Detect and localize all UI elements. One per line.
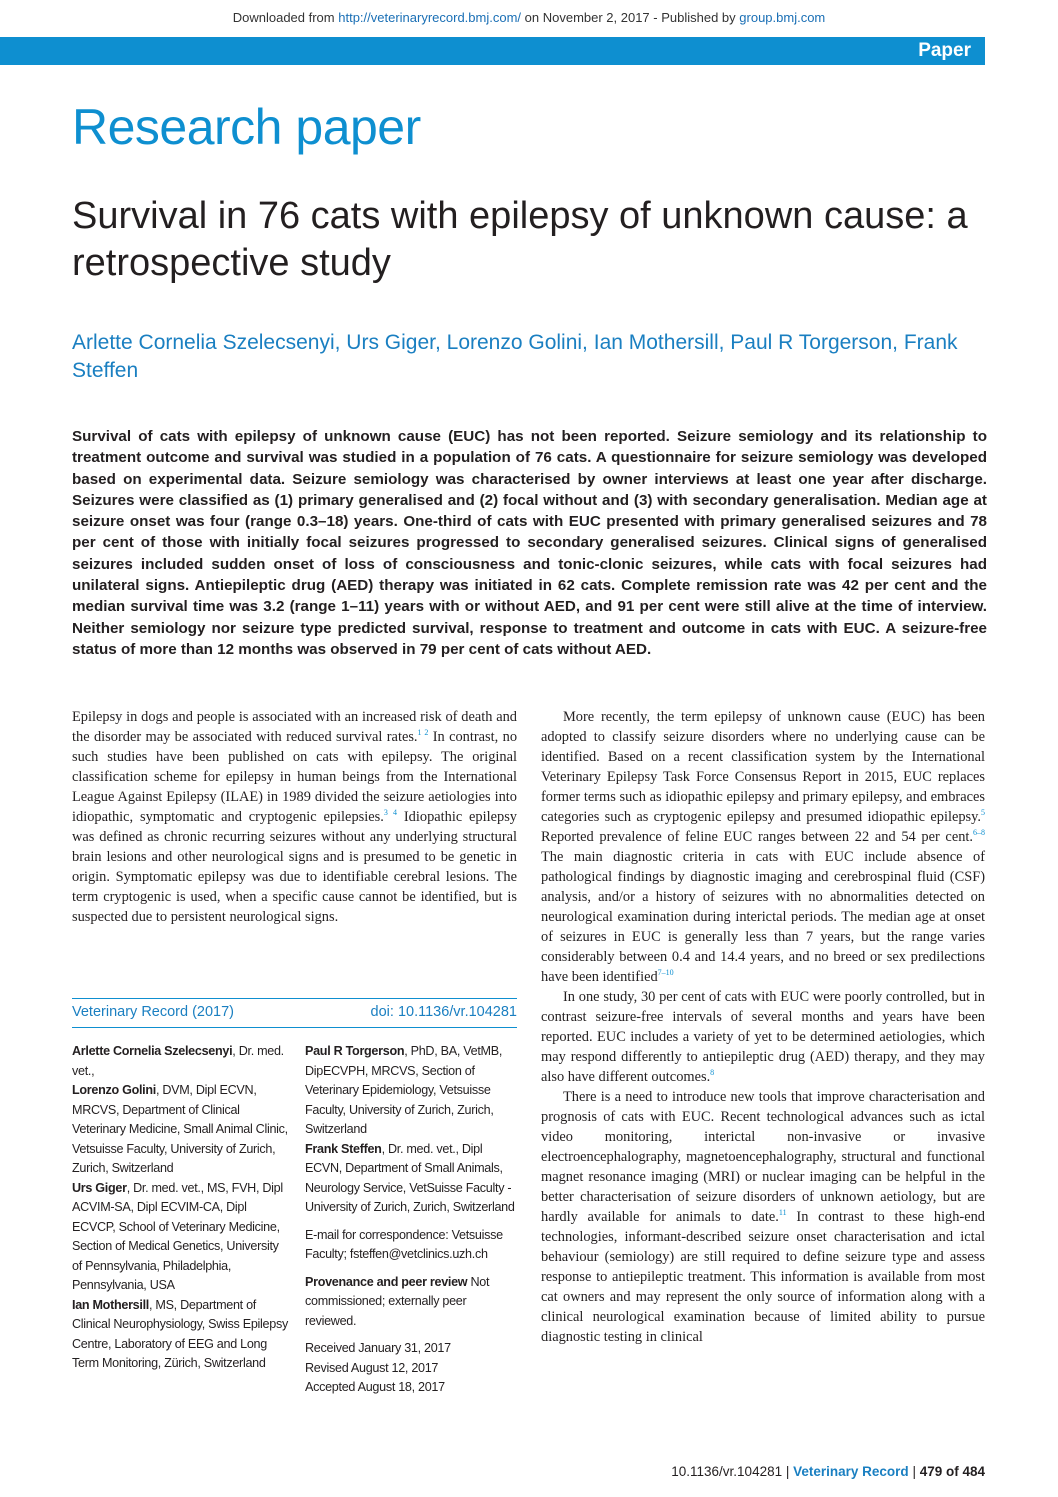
correspondence: E-mail for correspondence: Vetsuisse Faculty; fsteffen@vetclinics.uzh.ch — [305, 1227, 503, 1261]
reference-link[interactable]: 7–10 — [657, 968, 674, 978]
abstract: Survival of cats with epilepsy of unknown cause (EUC) has not been reported. Seizure semiology and its relationship to treatment outcome and survival was studied in a population of 76 cats. A questionnaire for seizure semiology was developed based on experimental data. Seizure semiology was characterised by owner interviews at least one year after discharge. Seizures were classified as (1) primary generalised and (2) focal without and (3) with secondary generalisation. Median age at seizure onset was four (range 0.3–18) years. One-third of cats with EUC presented with primary generalised seizures and 78 per cent of those with initially focal seizures progressed to secondary generalised seizures. Clinical signs of generalised seizures included sudden onset of loss of consciousness and tonic-clonic seizures, while cats with focal seizures had unilateral signs. Antiepileptic drug (AED) therapy was initiated in 62 cats. Complete remission rate was 42 per cent and the median survival time was 3.2 (range 1–11) years with or without AED, and 91 per cent were still alive at the time of interview. Neither semiology nor seizure type predicted survival, response to treatment and outcome in cats with EUC. A seizure-free status of more than 12 months was observed in 79 per cent of cats without AED. — [72, 428, 987, 658]
divider — [72, 1027, 517, 1028]
affiliation: Lorenzo Golini, DVM, Dipl ECVN, MRCVS, Department of Clinical Veterinary Medicine, Small Animal Clinic, Vetsuisse Faculty, University of Zurich, Zurich, Switzerland — [72, 1083, 288, 1175]
affiliation: Ian Mothersill, MS, Department of Clinical Neurophysiology, Swiss Epilepsy Centre, Laboratory of EEG and Long Term Monitoring, Zürich, Switzerland — [72, 1297, 288, 1370]
journal-citation — [72, 1004, 517, 1020]
article-title: Survival in 76 cats with epilepsy of unknown cause: a retrospective study — [72, 195, 968, 284]
page-number: 479 of 484 — [919, 1464, 985, 1479]
provenance: Provenance and peer review Not commissioned; externally peer reviewed. — [305, 1274, 490, 1328]
affiliation: Frank Steffen, Dr. med. vet., Dipl ECVN, Department of Small Animals, Neurology Service, VetSuisse Faculty - University of Zurich, Zurich, Switzerland — [305, 1141, 515, 1214]
intro-paragraph: Epilepsy in dogs and people is associated with an increased risk of death and the disorder may be associated with reduced survival rates.$^{1 2}$ In contrast, no such studies have been published on cats with epilepsy. The original classification scheme for epilepsy in human beings from the International League Against Epilepsy (ILAE) in 1989 divided the seizure aetiologies into idiopathic, symptomatic and cryptogenic epilepsies.$^{3 4}$ Idiopathic epilepsy was defined as chronic recurring seizures without any underlying structural brain lesions and other neurological signs and is presumed to be genetic in origin. Symptomatic epilepsy was due to identifiable cerebral lesions. The term cryptogenic is used, when a specific cause cannot be identified, but is suspected due to persistent neurological signs. — [72, 709, 518, 925]
intro-paragraph: There is a need to introduce new tools that improve characterisation and prognosis of cats with EUC. Recent technological advances such as ictal video monitoring, interictal non-invasive or invasive electroencephalography, magnetoencephalography, structural and functional magnet resonance imaging (MRI) or nuclear imaging can be helpful in the better characterisation of seizure disorders of unknown aetiology, but are hardly available for animals to date.$^{11}$ In contrast to these high-end technologies, informant-described seizure onset characterisation and ictal behaviour (semiology) are still required to define seizure type and assess response to antiepileptic treatment. This information is available from most cat owners and may represent the only source of information along with a clinical neurological examination because of limited ability to pursue diagnostic testing in clinical — [541, 1089, 985, 1345]
affiliation: Arlette Cornelia Szelecsenyi, Dr. med. vet., — [72, 1044, 284, 1078]
accepted-date: Accepted August 18, 2017 — [305, 1380, 445, 1394]
revised-date: Revised August 12, 2017 — [305, 1360, 439, 1375]
intro-left-column — [72, 707, 517, 927]
download-middle: on November 2, 2017 - Published by — [521, 10, 740, 25]
footer-doi: 10.1136/vr.104281 — [671, 1464, 783, 1479]
divider — [72, 998, 517, 999]
reference-link[interactable]: 1 2 — [417, 728, 429, 738]
publisher-link[interactable]: group.bmj.com — [739, 10, 826, 25]
received-date: Received January 31, 2017 — [305, 1341, 451, 1355]
affiliations-right — [305, 1042, 517, 1398]
intro-right-column — [541, 707, 985, 1347]
download-prefix: Downloaded from — [232, 10, 339, 25]
affiliation: Paul R Torgerson, PhD, BA, VetMB, DipECVPH, MRCVS, Section of Veterinary Epidemiology, Vetsuisse Faculty, University of Zurich, Zurich, Switzerland — [305, 1044, 503, 1136]
author-list: Arlette Cornelia Szelecsenyi, Urs Giger, Lorenzo Golini, Ian Mothersill, Paul R Torgerson, Frank Steffen — [72, 331, 958, 382]
reference-link[interactable]: 3 4 — [383, 808, 398, 818]
section-label: Paper — [918, 40, 971, 61]
reference-link[interactable]: 5 — [981, 808, 985, 818]
download-banner — [0, 10, 1058, 25]
intro-paragraph: In one study, 30 per cent of cats with EUC were poorly controlled, but in contrast seizure-free intervals of several months and years have been reported. EUC includes a variety of yet to be determined aetiologies, which may respond differently to antiepileptic drug (AED) therapy, and they may also have different outcomes.$^8$ — [541, 989, 985, 1085]
reference-link[interactable]: 8 — [710, 1068, 715, 1078]
journal-url-link[interactable]: http://veterinaryrecord.bmj.com/ — [338, 10, 522, 25]
section-title: Research paper — [72, 99, 421, 155]
doi-label: doi: 10.1136/vr.104281 — [370, 1004, 517, 1020]
reference-link[interactable]: 11 — [778, 1208, 787, 1218]
journal-name: Veterinary Record (2017) — [72, 1004, 234, 1020]
footer-journal: Veterinary Record — [793, 1464, 909, 1479]
page-footer: 10.1136/vr.104281 | Veterinary Record | 479 of 484 — [671, 1464, 985, 1479]
affiliations-left — [72, 1042, 290, 1374]
intro-paragraph: More recently, the term epilepsy of unknown cause (EUC) has been adopted to classify seizure disorders where no underlying cause can be identified. Based on a recent classification system by the International Veterinary Epilepsy Task Force Consensus Report in 2015, EUC replaces former terms such as idiopathic epilepsy and primary epilepsy, and embraces categories such as cryptogenic epilepsy and presumed idiopathic epilepsy.$^5$ Reported prevalence of feline EUC ranges between 22 and 54 per cent.$^{6-8}$ The main diagnostic criteria in cats with EUC include absence of pathological findings by diagnostic imaging and cerebrospinal fluid (CSF) analysis, and/or a history of seizures with no abnormalities detected on neurological examination during interictal periods. The median age at onset of seizures in EUC is generally less than 7 years, but the range varies considerably between 0.4 and 14.4 years, and no breed or sex predilections have been identified$^{7-10}$ — [541, 709, 985, 985]
header-band — [0, 37, 985, 65]
affiliation: Urs Giger, Dr. med. vet., MS, FVH, Dipl ACVIM-SA, Dipl ECVIM-CA, Dipl ECVCP, School of Veterinary Medicine, Section of Medical Genetics, University of Pennsylvania, Philadelphia, Pennsylvania, USA — [72, 1180, 283, 1292]
reference-link[interactable]: 6–8 — [973, 828, 985, 838]
